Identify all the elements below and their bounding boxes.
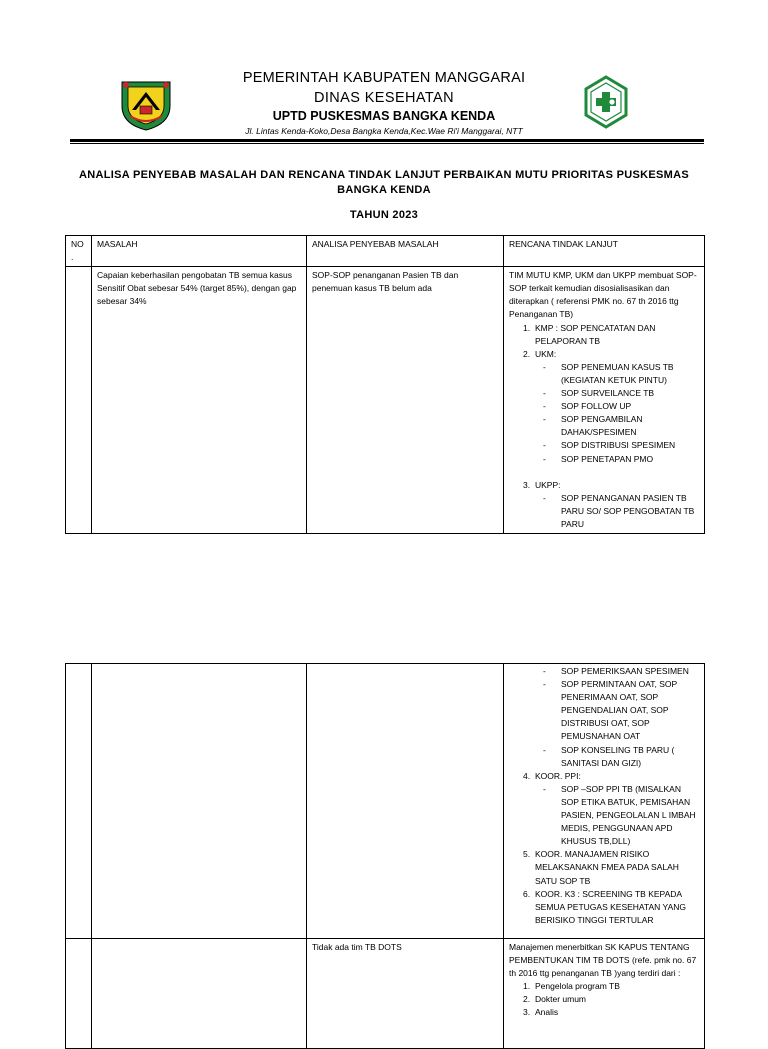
cell-rencana (504, 664, 705, 939)
sublist-item: - SOP PEMERIKSAAN SPESIMEN (543, 666, 689, 676)
letterhead-department: DINAS KESEHATAN (313, 90, 455, 106)
table-row (66, 664, 705, 939)
sublist-item: - SOP FOLLOW UP (543, 401, 632, 412)
letterhead-rule-thin (70, 143, 704, 144)
cell-no (66, 664, 92, 939)
list-item (509, 479, 699, 531)
sublist-item: - SOP PENGAMBILAN DAHAK/SPESIMEN (543, 414, 643, 438)
ukpp-sublist-continued (509, 665, 699, 770)
cell-analisa: Tidak ada tim TB DOTS (307, 939, 504, 1049)
document-title: ANALISA PENYEBAB MASALAH DAN RENCANA TINDAK LANJUT PERBAIKAN MUTU PRIORITAS PUSKESMAS BANGKA KENDA (79, 169, 689, 196)
sublist-item: - SOP DISTRIBUSI SPESIMEN (543, 440, 676, 451)
header-no: NO . (66, 236, 92, 267)
ukm-sublist (509, 361, 699, 466)
list-item: 3. Analis (523, 1007, 559, 1018)
list-text: UKPP: (535, 479, 561, 490)
table-row (66, 939, 705, 1049)
sublist-item: - SOP PENETAPAN PMO (543, 453, 654, 464)
list-item: 5. KOOR. MANAJAMEN RISIKO MELAKSANAKN FMEA PADA SALAH SATU SOP TB (523, 849, 679, 886)
sublist-item: - SOP –SOP PPI TB (MISALKAN SOP ETIKA BATUK, PEMISAHAN PASIEN, PENGEOLALAN L IMBAH MEDIS, PENGGUNAAN APD KHUSUS TB,DLL) (543, 783, 696, 847)
list-item: 6. KOOR. K3 : SCREENING TB KEPADA SEMUA PETUGAS KESEHATAN YANG BERISIKO TINGGI TERTULAR (523, 888, 686, 925)
list-item: 1. Pengelola program TB (523, 981, 620, 992)
list-number: 3. (523, 479, 531, 490)
cell-masalah (92, 664, 307, 939)
list-text: KMP : SOP PENCATATAN DAN PELAPORAN TB (535, 322, 656, 346)
header-masalah: MASALAH (92, 236, 307, 267)
analysis-table-continued (65, 663, 705, 1049)
analysis-table (65, 235, 705, 534)
cell-masalah (92, 939, 307, 1049)
ukpp-sublist (509, 492, 699, 531)
tim-list (509, 980, 699, 1019)
letterhead-rule-thick (70, 139, 704, 142)
cell-analisa (307, 664, 504, 939)
cell-rencana (504, 267, 705, 534)
cell-analisa: SOP-SOP penanganan Pasien TB dan penemuan kasus TB belum ada (307, 267, 504, 534)
cell-rencana (504, 939, 705, 1049)
table-header-row (66, 236, 705, 267)
rencana-intro: TIM MUTU KMP, UKM dan UKPP membuat SOP-SOP terkait kemudian disosialisasikan dan diterapkan ( referensi PMK no. 67 th 2016 ttg Penanganan TB) (509, 270, 697, 320)
rencana-intro: Manajemen menerbitkan SK KAPUS TENTANG PEMBENTUKAN TIM TB DOTS (refe. pmk no. 67 th 2016 ttg penanganan TB )yang terdiri dari : (509, 942, 697, 979)
document-year: TAHUN 2023 (349, 209, 419, 221)
rencana-list (509, 322, 699, 531)
list-number: 2. (523, 348, 531, 359)
sublist-item: - SOP SURVEILANCE TB (543, 388, 655, 399)
sublist-item: - SOP PENEMUAN KASUS TB (KEGIATAN KETUK PINTU) (543, 361, 674, 385)
list-item (509, 348, 699, 479)
letterhead-unit: UPTD PUSKESMAS BANGKA KENDA (272, 109, 496, 123)
spacer (535, 466, 699, 479)
sublist-item: - SOP PERMINTAAN OAT, SOP PENERIMAAN OAT, SOP PENGENDALIAN OAT, SOP DISTRIBUSI OAT, SOP PEMUSNAHAN OAT (543, 679, 678, 742)
letterhead-government: PEMERINTAH KABUPATEN MANGGARAI (242, 70, 526, 86)
list-item (509, 322, 699, 348)
cell-no (66, 267, 92, 534)
sublist-item: - SOP KONSELING TB PARU ( SANITASI DAN GIZI) (543, 744, 675, 768)
letterhead-address: Jl. Lintas Kenda-Koko,Desa Bangka Kenda,Kec.Wae Ri'i Manggarai, NTT (245, 126, 523, 136)
header-analisa: ANALISA PENYEBAB MASALAH (307, 236, 504, 267)
sublist-item: - SOP PENANGANAN PASIEN TB PARU SO/ SOP PENGOBATAN TB PARU (543, 492, 695, 529)
list-item: 4. KOOR. PPI: - SOP –SOP PPI TB (MISALKAN SOP ETIKA BATUK, PEMISAHAN PASIEN, PENGEOLALAN L IMBAH MEDIS, PENGGUNAAN APD KHUSUS TB,DLL) (509, 770, 699, 849)
list-text: UKM: (535, 348, 557, 359)
table-row (66, 267, 705, 534)
cell-no (66, 939, 92, 1049)
list-item: 2. Dokter umum (523, 994, 587, 1005)
list-number: 1. (523, 322, 531, 333)
cell-masalah: Capaian keberhasilan pengobatan TB semua kasus Sensitif Obat sebesar 54% (target 85%), dengan gap sebesar 34% (92, 267, 307, 534)
ppi-sublist (509, 783, 699, 848)
rencana-list-continued (509, 770, 699, 927)
header-rencana: RENCANA TINDAK LANJUT (504, 236, 705, 267)
